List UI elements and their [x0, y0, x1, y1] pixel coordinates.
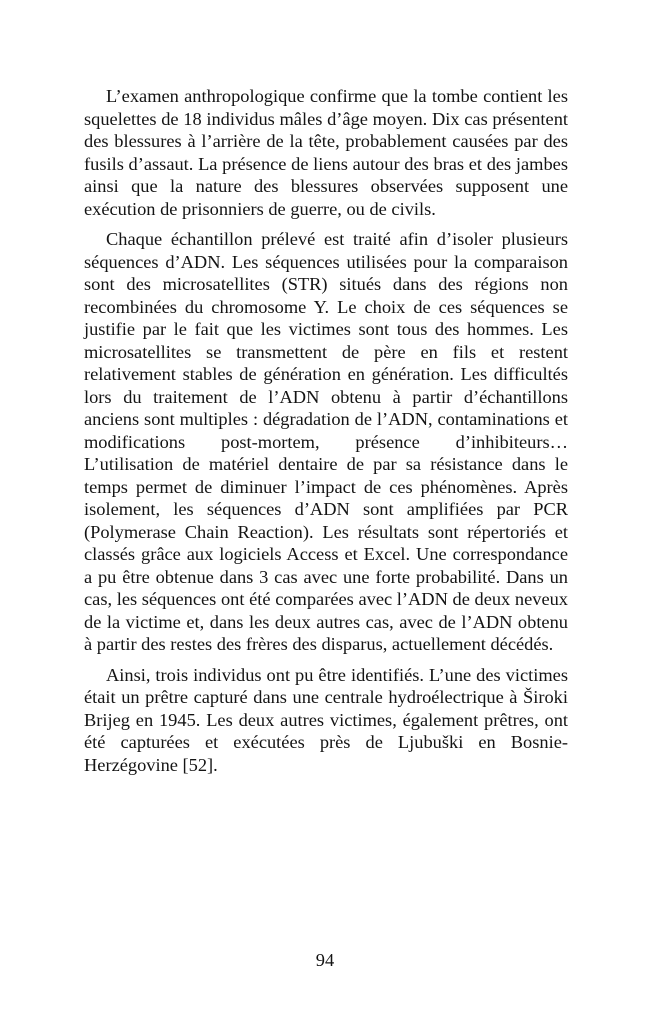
page-body: [84, 85, 568, 784]
paragraph-dna-analysis: Chaque échantillon prélevé est traité afin d’isoler plusieurs séquences d’ADN. Les séquences utilisées pour la comparaison sont des microsatellites (STR) situés dans des régions non recombinées du chromosome Y. Le choix de ces séquences se justifie par le fait que les victimes sont tous des hommes. Les microsatellites se transmettent de père en fils et restent relativement stables de génération en génération. Les difficultés lors du traitement de l’ADN obtenu à partir d’échantillons anciens sont multiples : dégradation de l’ADN, contaminations et modifications post-mortem, présence d’inhibiteurs… L’utilisation de matériel dentaire de par sa résistance dans le temps permet de diminuer l’impact de ces phénomènes. Après isolement, les séquences d’ADN sont amplifiées par PCR (Polymerase Chain Reaction). Les résultats sont répertoriés et classés grâce aux logiciels Access et Excel. Une correspondance a pu être obtenue dans 3 cas avec une forte probabilité. Dans un cas, les séquences ont été comparées avec l’ADN de deux neveux de la victime et, dans les deux autres cas, avec de l’ADN obtenu à partir des restes des frères des disparus, actuellement décédés.: [84, 229, 568, 654]
paragraph-identification: Ainsi, trois individus ont pu être identifiés. L’une des victimes était un prêtre capturé dans une centrale hydroélectrique à Široki Brijeg en 1945. Les deux autres victimes, également prêtres, ont été capturées et exécutées près de Ljubuški en Bosnie-Herzégovine [52].: [84, 664, 568, 775]
paragraph-anthropological-exam: L’examen anthropologique confirme que la tombe contient les squelettes de 18 individus mâles d’âge moyen. Dix cas présentent des blessures à l’arrière de la tête, probablement causées par des fusils d’assaut. La présence de liens autour des bras et des jambes ainsi que la nature des blessures observées supposent une exécution de prisonniers de guerre, ou de civils.: [84, 86, 568, 219]
page-number: 94: [315, 950, 335, 970]
